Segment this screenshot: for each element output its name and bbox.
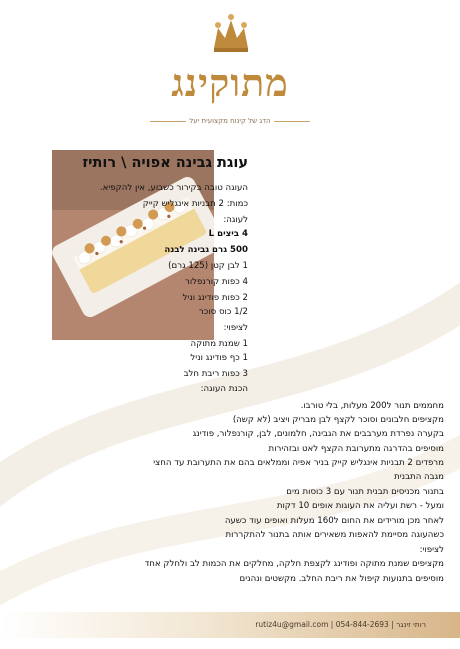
recipe-line: מגבה התבנית <box>394 472 444 482</box>
recipe-title: עוגת גבינה אפויה \ רותיז <box>82 155 248 171</box>
brand-name: מתוקינג <box>171 60 289 105</box>
recipe-line: לציפוי: <box>419 545 444 555</box>
recipe-line: מרפדים 2 תבניות אינגליש קייק בניר אפיה וממלאים בהם את התערובת עד החצי <box>153 458 444 468</box>
recipe-line: מקציפים שמנת מתוקה ופודינג לקצפת חלקה, מחלקים את הכמות לב ולחלק אחד <box>144 559 444 569</box>
recipe-line: 500 גרם גבינה לבנה <box>164 245 248 255</box>
recipe-line: 1 שמנת מתוקה <box>190 339 248 349</box>
recipe-line: לעוגה: <box>223 215 248 225</box>
recipe-line: מחממים תנור ל200 מעלות, בלי טורבו. <box>300 401 444 411</box>
recipe-line: 3 כפות ריבת חלב <box>183 369 248 379</box>
recipe-line: 1 לבן קטן (125 גרם) <box>168 261 248 271</box>
recipe-line: מקציפים חלבונים וסוכר לקצף לבן מבריק ויציב (לא קשה) <box>232 415 444 425</box>
recipe-line: 1/2 כוס סוכר <box>198 307 248 317</box>
recipe-line: ומעל - רשת ועליה את העוגות אופים 10 דקות <box>276 501 444 511</box>
recipe-line: לציפוי: <box>223 323 248 333</box>
recipe-line: כשהעוגה מסיימת להאפות משאירים אותה בתנור להתקררות <box>225 530 444 540</box>
recipe-line: לאחר מכן מורידים את החום ל160 מעלות ואופים עוד כשעה <box>224 516 444 526</box>
recipe-line: 4 ביצים L <box>208 229 248 239</box>
recipe-line: 4 כפות קורנפלור <box>184 277 248 287</box>
recipe-line: מוסיפים בהדרגה מתערובת הקצף לאט ובזהירות <box>268 444 444 454</box>
recipe-line: העוגה טובה בקירור כשבוע, אין להקפיא. <box>99 183 248 193</box>
recipe-line: בקערה נפרדת מערבבים את הגבינה, חלמונים, לבן, קורנפלור, פודינג <box>192 429 444 439</box>
recipe-line: 2 כפות פודינג וניל <box>182 293 248 303</box>
recipe-line: 1 כף פודינג וניל <box>190 353 248 363</box>
recipe-line: מוסיפים בתנועות קיפול את ריבת החלב. מקשטים ונהנים <box>239 574 444 584</box>
recipe-line: בתנור מכניסים תבנית תנור עם 3 כוסות מים <box>286 487 444 497</box>
footer-contact[interactable]: rutiz4u@gmail.com | 054-844-2693 | רותי זינגר <box>255 620 426 629</box>
brand-tagline: הדג של קינוח מקצועית יעל <box>189 117 271 125</box>
recipe-line: כמות: 2 תבניות אינגליש קייק <box>142 199 248 209</box>
recipe-line: הכנת העוגה: <box>200 384 248 394</box>
